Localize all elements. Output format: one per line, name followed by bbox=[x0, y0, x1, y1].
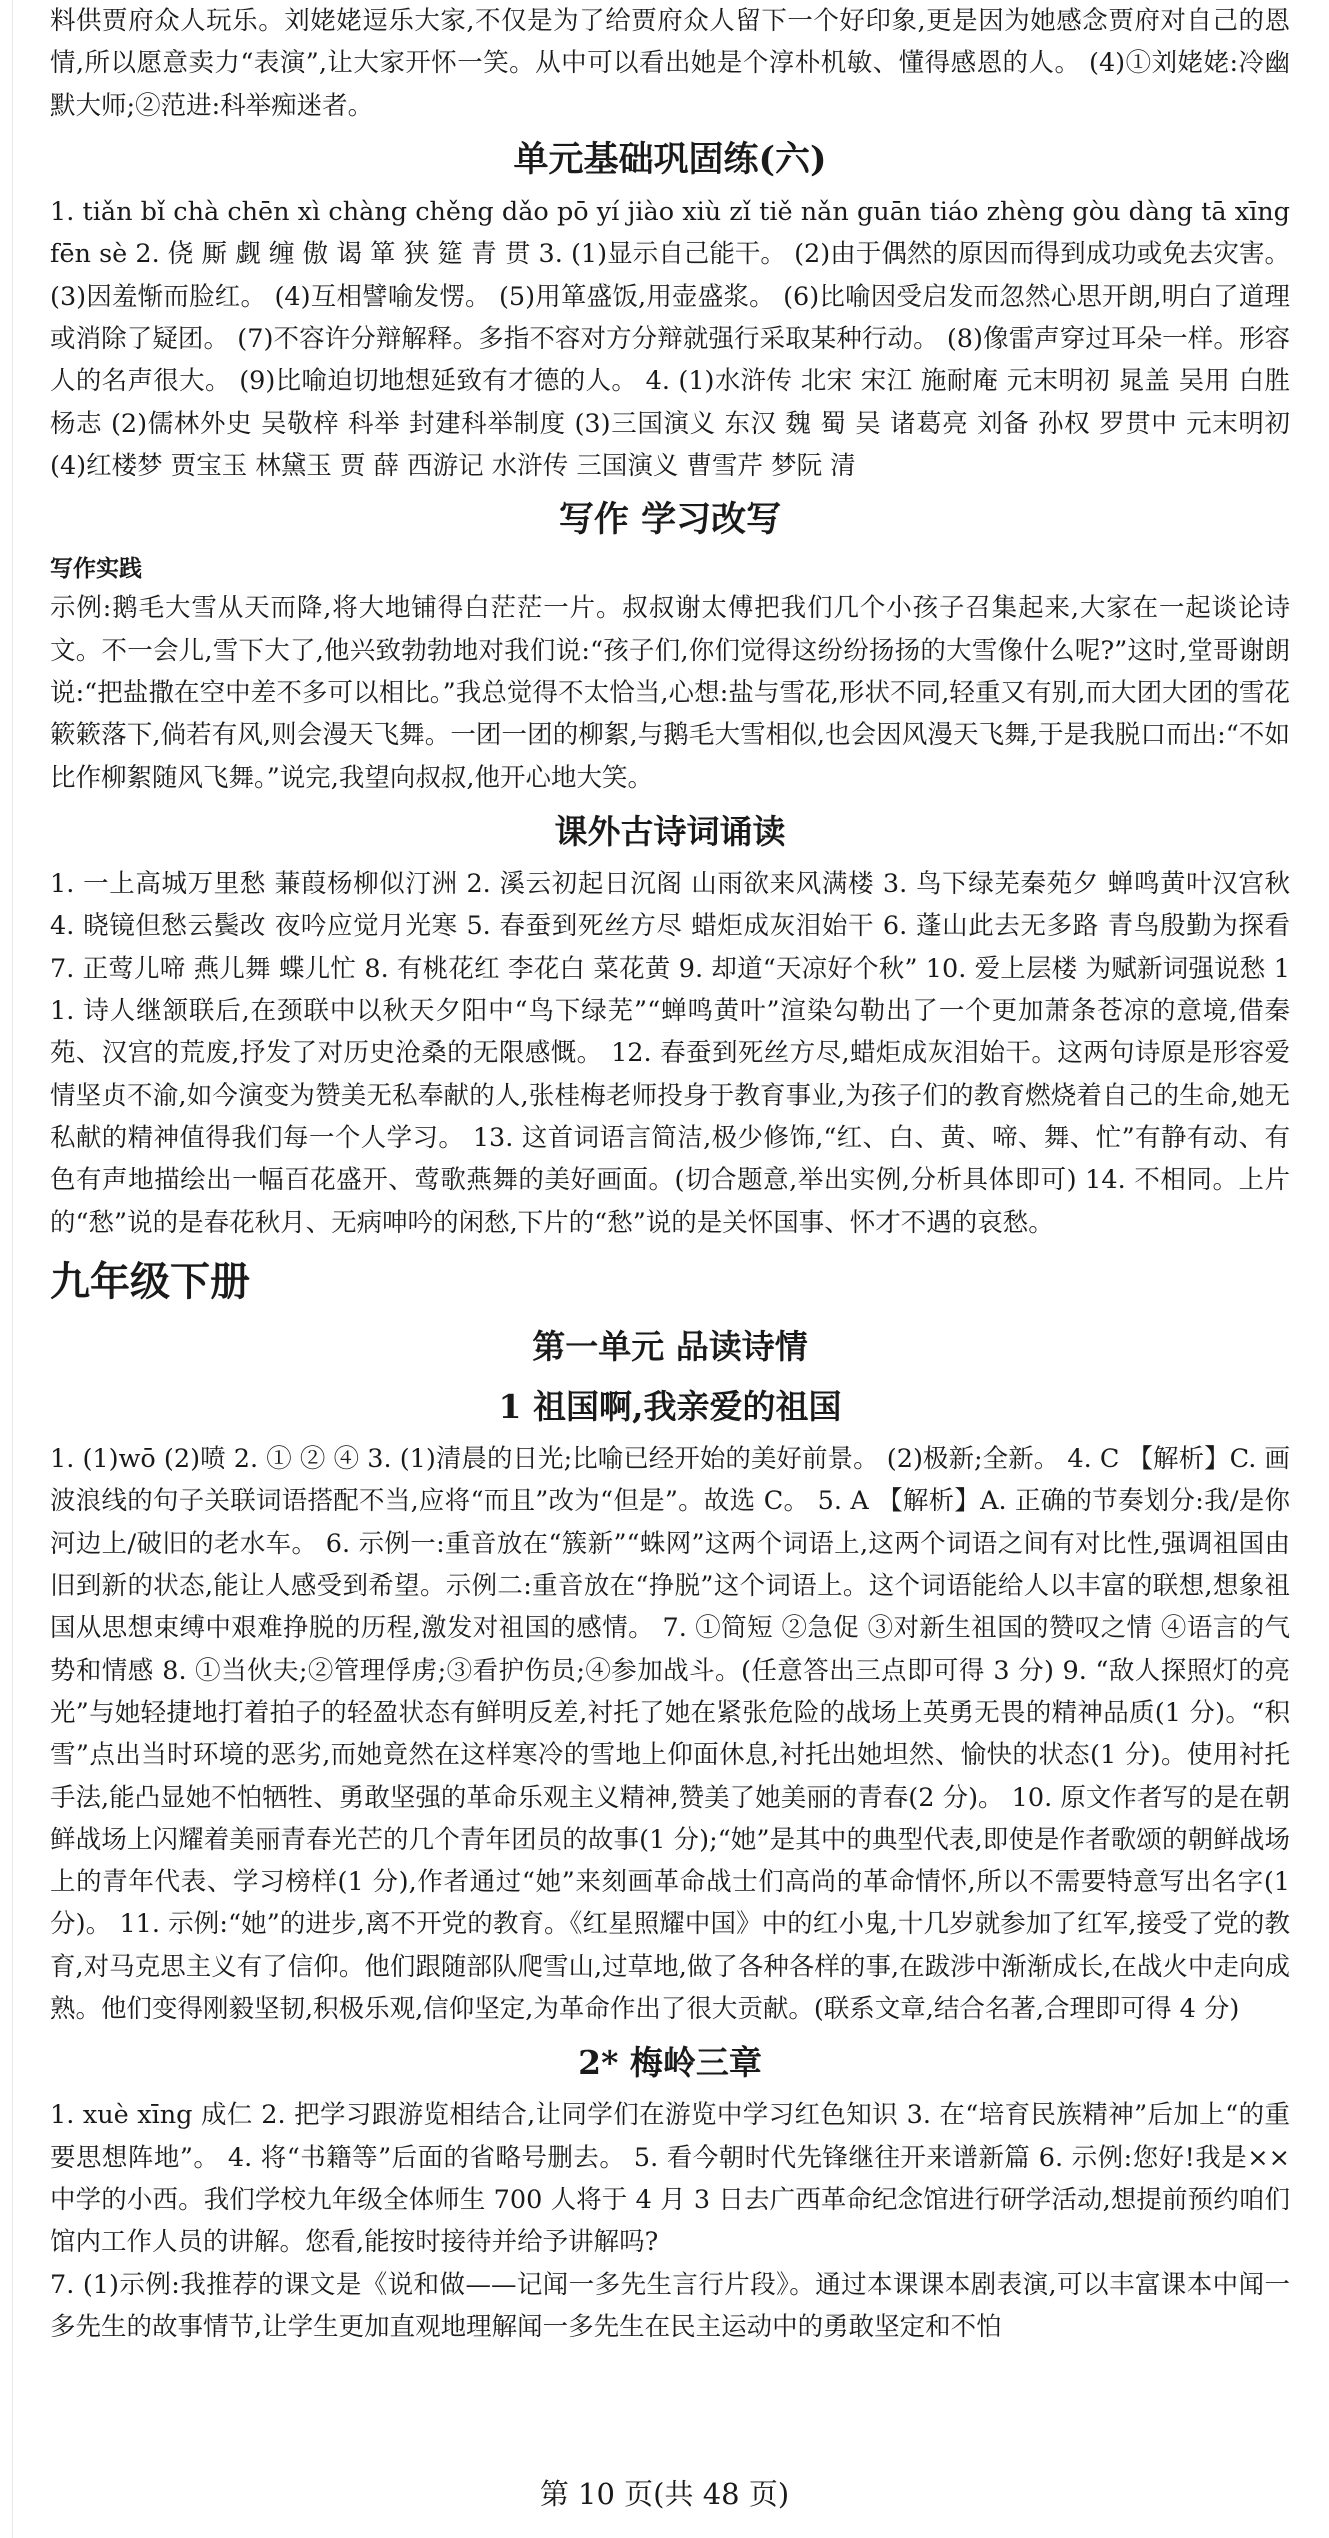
poems-heading: 课外古诗词诵读 bbox=[554, 811, 786, 851]
writing-subheading: 写作实践 bbox=[50, 556, 142, 583]
unit6-answers: 1. tiǎn bǐ chà chēn xì chàng chěng dǎo pō yí jiào xiù zǐ tiě nǎn guān tiáo zhèng gòu dàng tā xīng fēn sè 2. 侥 厮 觑 缠 傲 谒 箪 狭 筵 青 贯 3. (1)显示自己能干。 (2)由于偶然的原因而得到成功或免去灾害。 (3)因羞惭而脸红。 (4)互相譬喻发愣。 (5)用箪盛饭,用壶盛浆。 (6)比喻因受启发而忽然心思开朗,明白了道理或消除了疑团。 (7)不容许分辩解释。多指不容对方分辩就强行采取某种行动。 (8)像雷声穿过耳朵一样。形容人的名声很大。 (9)比喻迫切地想延致有才德的人。 4. (1)水浒传 北宋 宋江 施耐庵 元末明初 晁盖 吴用 白胜 杨志 (2)儒林外史 吴敬梓 科举 封建科举制度 (3)三国演义 东汉 魏 蜀 吴 诸葛亮 刘备 孙权 罗贯中 元末明初 (4)红楼梦 贾宝玉 林黛玉 贾 薛 西游记 水浒传 三国演义 曹雪芹 梦阮 清 bbox=[50, 196, 1290, 481]
lesson1-answers: 1. (1)wō (2)喷 2. ① ② ④ 3. (1)清晨的日光;比喻已经开始的美好前景。 (2)极新;全新。 4. C 【解析】C. 画波浪线的句子关联词语搭配不当,应将“而且”改为“但是”。故选 C。 5. A 【解析】A. 正确的节奏划分:我/是你河边上/破旧的老水车。 6. 示例一:重音放在“簇新”“蛛网”这两个词语上,这两个词语之间有对比性,强调祖国由旧到新的状态,能让人感受到希望。示例二:重音放在“挣脱”这个词语上。这个词语能给人以丰富的联想,想象祖国从思想束缚中艰难挣脱的历程,激发对祖国的感情。 7. ①简短 ②急促 ③对新生祖国的赞叹之情 ④语言的气势和情感 8. ①当伙夫;②管理俘虏;③看护伤员;④参加战斗。(任意答出三点即可得 3 分) 9. “敌人探照灯的亮光”与她轻捷地打着拍子的轻盈状态有鲜明反差,衬托了她在紧张危险的战场上英勇无畏的精神品质(1 分)。“积雪”点出当时环境的恶劣,而她竟然在这样寒冷的雪地上仰面休息,衬托出她坦然、愉快的状态(1 分)。使用衬托手法,能凸显她不怕牺牲、勇敢坚强的革命乐观主义精神,赞美了她美丽的青春(2 分)。 10. 原文作者写的是在朝鲜战场上闪耀着美丽青春光芒的几个青年团员的故事(1 分);“她”是其中的典型代表,即使是作者歌颂的朝鲜战场上的青年代表、学习榜样(1 分),作者通过“她”来刻画革命战士们高尚的革命情怀,所以不需要特意写出名字(1 分)。 11. 示例:“她”的进步,离不开党的教育。《红星照耀中国》中的红小鬼,十几岁就参加了红军,接受了党的教育,对马克思主义有了信仰。他们跟随部队爬雪山,过草地,做了各种各样的事,在跋涉中渐渐成长,在战火中走向成熟。他们变得刚毅坚韧,积极乐观,信仰坚定,为革命作出了很大贡献。(联系文章,结合名著,合理即可得 4 分) bbox=[50, 1443, 1290, 2025]
answer-page bbox=[50, 0, 1290, 2348]
writing-answer: 示例:鹅毛大雪从天而降,将大地铺得白茫茫一片。叔叔谢太傅把我们几个小孩子召集起来,大家在一起谈论诗文。不一会儿,雪下大了,他兴致勃勃地对我们说:“孩子们,你们觉得这纷纷扬扬的大雪像什么呢?”这时,堂哥谢朗说:“把盐撒在空中差不多可以相比。”我总觉得不太恰当,心想:盐与雪花,形状不同,轻重又有别,而大团大团的雪花簌簌落下,倘若有风,则会漫天飞舞。一团一团的柳絮,与鹅毛大雪相似,也会因风漫天飞舞,于是我脱口而出:“不如比作柳絮随风飞舞。”说完,我望向叔叔,他开心地大笑。 bbox=[50, 593, 1290, 793]
lesson2-answers: 1. xuè xīng 成仁 2. 把学习跟游览相结合,让同学们在游览中学习红色知识 3. 在“培育民族精神”后加上“的重要思想阵地”。 4. 将“书籍等”后面的省略号删去。 5. 看今朝时代先锋继往开来谱新篇 6. 示例:您好!我是××中学的小西。我们学校九年级全体师生 700 人将于 4 月 3 日去广西革命纪念馆进行研学活动,想提前预约咱们馆内工作人员的讲解。您看,能按时接待并给予讲解吗? bbox=[50, 2100, 1290, 2258]
continuation-paragraph: 料供贾府众人玩乐。刘姥姥逗乐大家,不仅是为了给贾府众人留下一个好印象,更是因为她感念贾府对自己的恩情,所以愿意卖力“表演”,让大家开怀一笑。从中可以看出她是个淳朴机敏、懂得感恩的人。 (4)①刘姥姥:冷幽默大师;②范进:科举痴迷者。 bbox=[50, 6, 1290, 121]
page-number-footer: 第 10 页(共 48 页) bbox=[539, 2477, 790, 2511]
unit6-heading: 单元基础巩固练(六) bbox=[513, 138, 827, 180]
lesson2-answers-continued: 7. (1)示例:我推荐的课文是《说和做——记闻一多先生言行片段》。通过本课课本剧表演,可以丰富课本中闻一多先生的故事情节,让学生更加直观地理解闻一多先生在民主运动中的勇敢坚定和不怕 bbox=[50, 2269, 1290, 2343]
writing-heading: 写作 学习改写 bbox=[558, 499, 782, 541]
grade-heading: 九年级下册 bbox=[50, 1258, 250, 1305]
chapter1-heading: 第一单元 品读诗情 bbox=[532, 1326, 808, 1366]
lesson1-heading: 1 祖国啊,我亲爱的祖国 bbox=[498, 1386, 842, 1426]
margin-rule bbox=[12, 0, 13, 2538]
poems-answers: 1. 一上高城万里愁 蒹葭杨柳似汀洲 2. 溪云初起日沉阁 山雨欲来风满楼 3. 鸟下绿芜秦苑夕 蝉鸣黄叶汉宫秋 4. 晓镜但愁云鬓改 夜吟应觉月光寒 5. 春蚕到死丝方尽 蜡炬成灰泪始干 6. 蓬山此去无多路 青鸟殷勤为探看 7. 正莺儿啼 燕儿舞 蝶儿忙 8. 有桃花红 李花白 菜花黄 9. 却道“天凉好个秋” 10. 爱上层楼 为赋新词强说愁 11. 诗人继颔联后,在颈联中以秋天夕阳中“鸟下绿芜”“蝉鸣黄叶”渲染勾勒出了一个更加萧条苍凉的意境,借秦苑、汉宫的荒废,抒发了对历史沧桑的无限感慨。 12. 春蚕到死丝方尽,蜡炬成灰泪始干。这两句诗原是形容爱情坚贞不渝,如今演变为赞美无私奉献的人,张桂梅老师投身于教育事业,为孩子们的教育燃烧着自己的生命,她无私献的精神值得我们每一个人学习。 13. 这首词语言简洁,极少修饰,“红、白、黄、啼、舞、忙”有静有动、有色有声地描绘出一幅百花盛开、莺歌燕舞的美好画面。(切合题意,举出实例,分析具体即可) 14. 不相同。上片的“愁”说的是春花秋月、无病呻吟的闲愁,下片的“愁”说的是关怀国事、怀才不遇的哀愁。 bbox=[50, 868, 1290, 1238]
lesson2-heading: 2* 梅岭三章 bbox=[578, 2043, 762, 2083]
